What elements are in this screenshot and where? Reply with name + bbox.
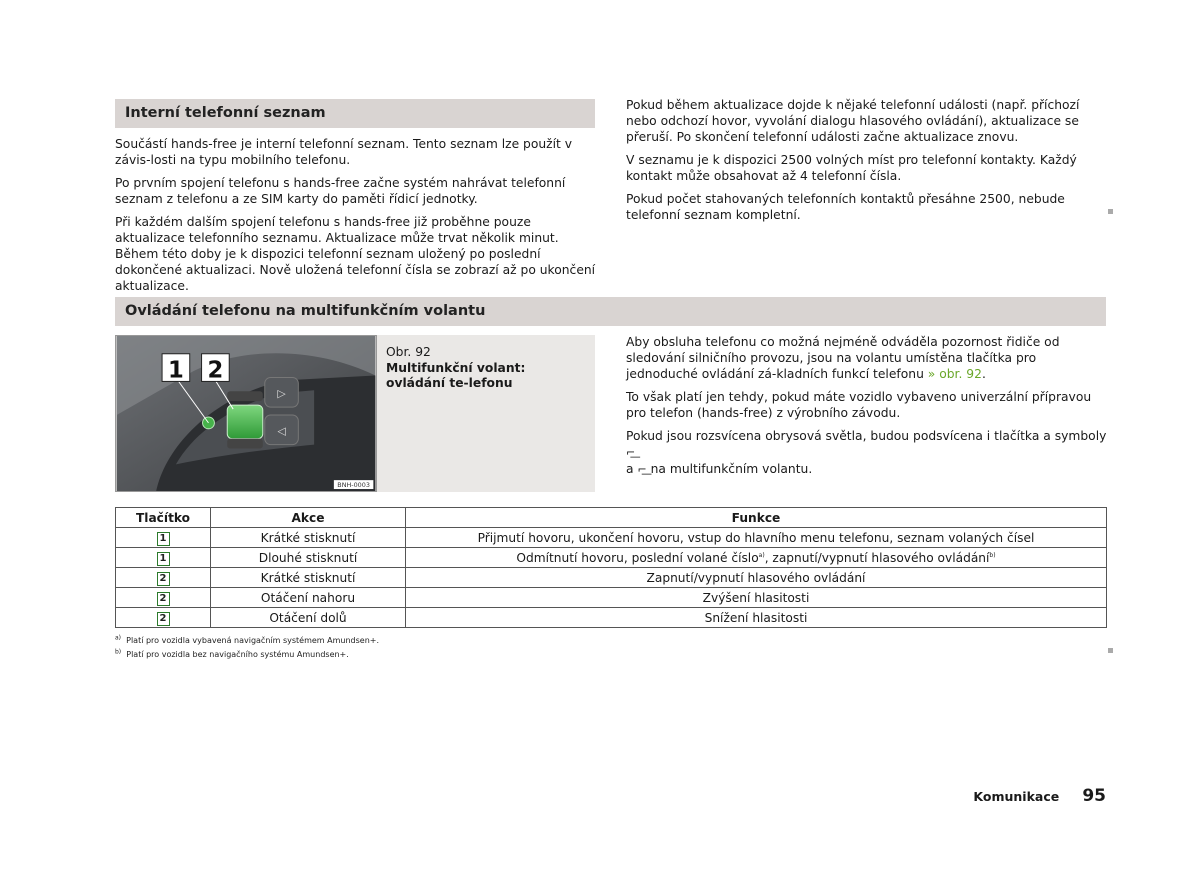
button-number-badge: 2: [157, 572, 170, 586]
figure-link[interactable]: » obr. 92: [927, 367, 982, 381]
action-cell: Otáčení dolů: [211, 608, 406, 628]
section-heading-phonebook: Interní telefonní seznam: [115, 99, 595, 128]
phonebook-right-column: [626, 97, 1108, 230]
button-number-badge: 1: [157, 532, 170, 546]
section-end-marker: [1108, 209, 1113, 214]
function-cell: Zvýšení hlasitosti: [406, 588, 1107, 608]
header-button: Tlačítko: [116, 508, 211, 528]
figure-label-2: 2: [207, 357, 224, 384]
paragraph-text: Aby obsluha telefonu co možná nejméně odváděla pozornost řidiče od sledování silničního provozu, jsou na volantu umístěna tlačítka pro jednoduché ovládání zá-kladních funkcí telefonu: [626, 335, 1060, 381]
function-cell: Zapnutí/vypnutí hlasového ovládání: [406, 568, 1107, 588]
paragraph-text: na multifunkčním volantu.: [650, 462, 813, 476]
paragraph: [626, 334, 1108, 382]
table-row: [116, 548, 1107, 568]
steering-wheel-image: [115, 335, 377, 492]
paragraph: To však platí jen tehdy, pokud máte vozidlo vybaveno univerzální přípravou pro telefon (hands-free) z výrobního závodu.: [626, 390, 1092, 420]
paragraph: [626, 428, 1108, 478]
page-footer: [960, 786, 1106, 806]
steering-wheel-text: [626, 334, 1108, 485]
voice-down-symbol-icon: ⌐͟: [637, 463, 647, 476]
footer-section-name: Komunikace: [973, 789, 1060, 804]
footnote-a: [115, 636, 379, 646]
button-function-table: [115, 507, 1107, 628]
footnote-mark: a): [115, 634, 122, 642]
button-number-badge: 1: [157, 552, 170, 566]
phonebook-left-column: [115, 136, 597, 301]
paragraph: Pokud počet stahovaných telefonních kontaktů přesáhne 2500, nebude telefonní seznam kompletní.: [626, 192, 1065, 222]
steering-wheel-figure: [115, 335, 595, 492]
function-cell: Přijmutí hovoru, ukončení hovoru, vstup do hlavního menu telefonu, seznam volaných čísel: [406, 528, 1107, 548]
action-cell: Krátké stisknutí: [211, 528, 406, 548]
figure-code: BNH-0003: [337, 481, 370, 490]
footnote-b: [115, 650, 349, 660]
paragraph-text: Pokud jsou rozsvícena obrysová světla, budou podsvícena i tlačítka a symboly: [626, 429, 1107, 443]
action-cell: Otáčení nahoru: [211, 588, 406, 608]
table-row: [116, 568, 1107, 588]
figure-caption: [386, 345, 586, 392]
table-row: [116, 608, 1107, 628]
action-cell: Dlouhé stisknutí: [211, 548, 406, 568]
paragraph: Součástí hands-free je interní telefonní seznam. Tento seznam lze použít v závis-losti na typu mobilního telefonu.: [115, 137, 573, 167]
paragraph: Při každém dalším spojení telefonu s hands-free již proběhne pouze aktualizace telefonního seznamu. Aktualizace může trvat několik minut. Během této doby je k dispozici telefonní seznam uložený po poslední dokončené aktualizaci. Nově uložená telefonní čísla se zobrazí až po ukončení aktualizace.: [115, 215, 596, 293]
button-number-badge: 2: [157, 612, 170, 626]
function-text: , zapnutí/vypnutí hlasového ovládání: [764, 550, 990, 565]
table-header-row: [116, 508, 1107, 528]
table-row: [116, 588, 1107, 608]
figure-ref: Obr. 92: [386, 345, 431, 359]
volume-roller-button: [227, 405, 263, 439]
svg-text:▷: ▷: [277, 387, 286, 401]
function-cell: Snížení hlasitosti: [406, 608, 1107, 628]
header-function: Funkce: [406, 508, 1107, 528]
footnote-mark: b): [115, 648, 122, 656]
footnote-ref-a: a): [758, 551, 765, 559]
svg-text:◁: ◁: [277, 424, 286, 438]
action-cell: Krátké stisknutí: [211, 568, 406, 588]
function-text: Odmítnutí hovoru, poslední volané číslo: [516, 550, 759, 565]
voice-up-symbol-icon: ⌐͟: [626, 446, 636, 459]
header-action: Akce: [211, 508, 406, 528]
footnote-text: Platí pro vozidla vybavená navigačním systémem Amundsen+.: [126, 636, 380, 645]
function-cell: [406, 548, 1107, 568]
footnote-ref-b: b): [989, 551, 996, 559]
figure-label-1: 1: [168, 357, 184, 384]
table-row: [116, 528, 1107, 548]
page-number: 95: [1082, 786, 1106, 806]
section-end-marker: [1108, 648, 1113, 653]
button-number-badge: 2: [157, 592, 170, 606]
paragraph: V seznamu je k dispozici 2500 volných míst pro telefonní kontakty. Každý kontakt může obsahovat až 4 telefonní čísla.: [626, 153, 1077, 183]
paragraph: Pokud během aktualizace dojde k nějaké telefonní události (např. příchozí nebo odchozí hovor, vyvolání dialogu hlasového ovládání), aktualizace se přeruší. Po skončení telefonní události začne aktualizace znovu.: [626, 98, 1080, 144]
paragraph: Po prvním spojení telefonu s hands-free začne systém nahrávat telefonní seznam z telefonu a ze SIM karty do paměti řídicí jednotky.: [115, 176, 566, 206]
section-heading-steering-wheel: Ovládání telefonu na multifunkčním volantu: [115, 297, 1106, 326]
paragraph-end: .: [981, 367, 986, 381]
footnote-text: Platí pro vozidla bez navigačního systému Amundsen+.: [126, 650, 349, 659]
paragraph-text: a: [626, 462, 634, 476]
figure-title: Multifunkční volant: ovládání te-lefonu: [386, 360, 526, 390]
